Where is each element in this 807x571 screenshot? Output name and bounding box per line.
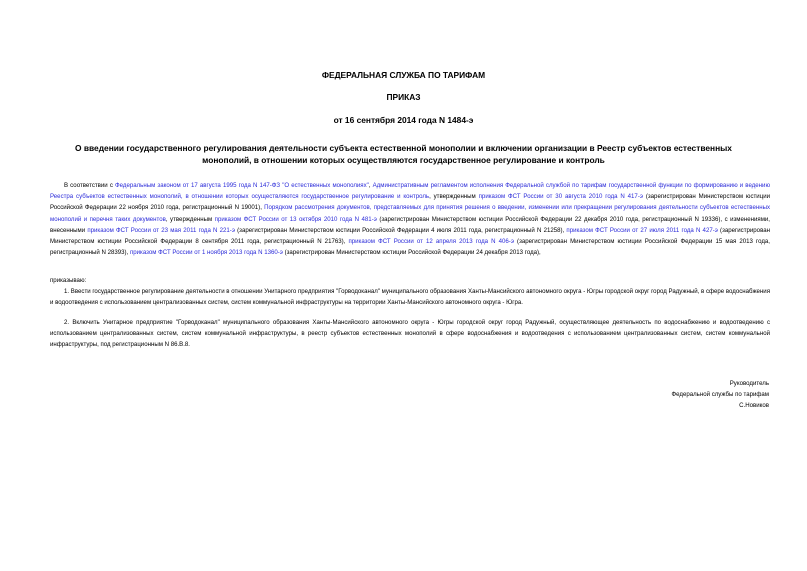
order-item-2: [50, 317, 770, 351]
intro-paragraph: [50, 180, 770, 258]
intro-text-5: , утвержденным: [165, 215, 215, 223]
intro-text-10: (зарегистрирован Министерством юстиции Российской Федерации 24 декабря 2013 года),: [282, 249, 541, 257]
intro-text-2: ,: [368, 182, 373, 189]
intro-text-9: (зарегистрирован Министерством юстиции Российской Федерации 15 мая 2013 года, регистрационный N 28393),: [50, 238, 770, 257]
document-title: О введении государственного регулирования деятельности субъекта естественной монополии и включении организации в Реестр субъектов естественных монополий, в отношении которых осуществляются государственное регулирование и контроль: [75, 143, 732, 165]
signature-title: Руководитель: [729, 380, 769, 387]
order-item-1-text: 1. Ввести государственное регулирование деятельности в отношении Унитарного предприятия "Горводоканал" муниципального образования Ханты-Мансийского автономного округа - Югры городской округ город Радужный, в сфере водоснабжения и водоотведения с использованием централизованных систем, систем коммунальной инфраструктуры на территории Ханты-Мансийского автономного округа - Югра.: [50, 288, 770, 307]
link-order-481[interactable]: приказом ФСТ России от 13 октября 2010 года N 481-э: [214, 215, 377, 223]
intro-text-1: В соответствии с: [64, 182, 115, 189]
link-order-406[interactable]: приказом ФСТ России от 12 апреля 2013 года N 406-э: [348, 238, 514, 246]
link-order-417[interactable]: приказом ФСТ России от 30 августа 2010 года N 417-э: [478, 193, 643, 201]
intro-text-4: (зарегистрирован Министерством юстиции Российской Федерации 22 ноября 2010 года, регистрационный N 19001),: [50, 193, 771, 212]
order-item-1: [50, 286, 770, 308]
order-item-2-text: 2. Включить Унитарное предприятие "Горводоканал" муниципального образования Ханты-Мансийского автономного округа - Югры городской округ город Радужный, осуществляющее деятельность по водоснабжению и водоотведению с использованием централизованных систем, систем коммунальной инфраструктуры, в реестр субъектов естественных монополий в сфере водоснабжения и водоотведения с использованием централизованных систем, систем коммунальной инфраструктуры, под регистрационным N 86.В.8.: [50, 319, 770, 349]
link-federal-law[interactable]: Федеральным законом от 17 августа 1995 года N 147-ФЗ "О естественных монополиях": [115, 182, 369, 189]
agency-heading: ФЕДЕРАЛЬНАЯ СЛУЖБА ПО ТАРИФАМ: [321, 70, 486, 80]
intro-text-7: (зарегистрирован Министерством юстиции Российской Федерации 4 июля 2011 года, регистрационный N 21258),: [234, 226, 567, 234]
date-number-heading: от 16 сентября 2014 года N 1484-э: [333, 115, 474, 125]
order-word: приказываю:: [50, 277, 87, 284]
link-procedure[interactable]: Порядком рассмотрения документов, представляемых для принятия решения о введении, изменении или прекращении регулирования деятельности субъектов естественных монополий и перечня таких документов: [50, 204, 770, 223]
signature-agency: Федеральной службы по тарифам: [671, 391, 769, 398]
link-admin-regulation[interactable]: Административным регламентом исполнения Федеральной службой по тарифам государственной функции по формированию и ведению Реестра субъектов естественных монополий, в отношении которых осуществляются государственное регулирование и контроль: [50, 182, 771, 201]
signature-name: С.Новиков: [739, 402, 769, 409]
link-order-427[interactable]: приказом ФСТ России от 27 июля 2011 года N 427-э: [566, 226, 718, 234]
link-order-1360[interactable]: приказом ФСТ России от 1 ноября 2013 года N 1360-э: [129, 249, 283, 257]
doc-type-heading: ПРИКАЗ: [386, 92, 421, 102]
link-order-221[interactable]: приказом ФСТ России от 23 мая 2011 года N 221-э: [87, 226, 235, 234]
intro-text-6: (зарегистрирован Министерством юстиции Российской Федерации 22 декабря 2010 года, регистрационный N 19336), с изменениями, внесенными: [50, 215, 770, 234]
intro-text-8: (зарегистрирован Министерством юстиции Российской Федерации 8 сентября 2011 года, регистрационный N 21763),: [50, 226, 770, 246]
intro-text-3: , утвержденным: [429, 193, 479, 201]
